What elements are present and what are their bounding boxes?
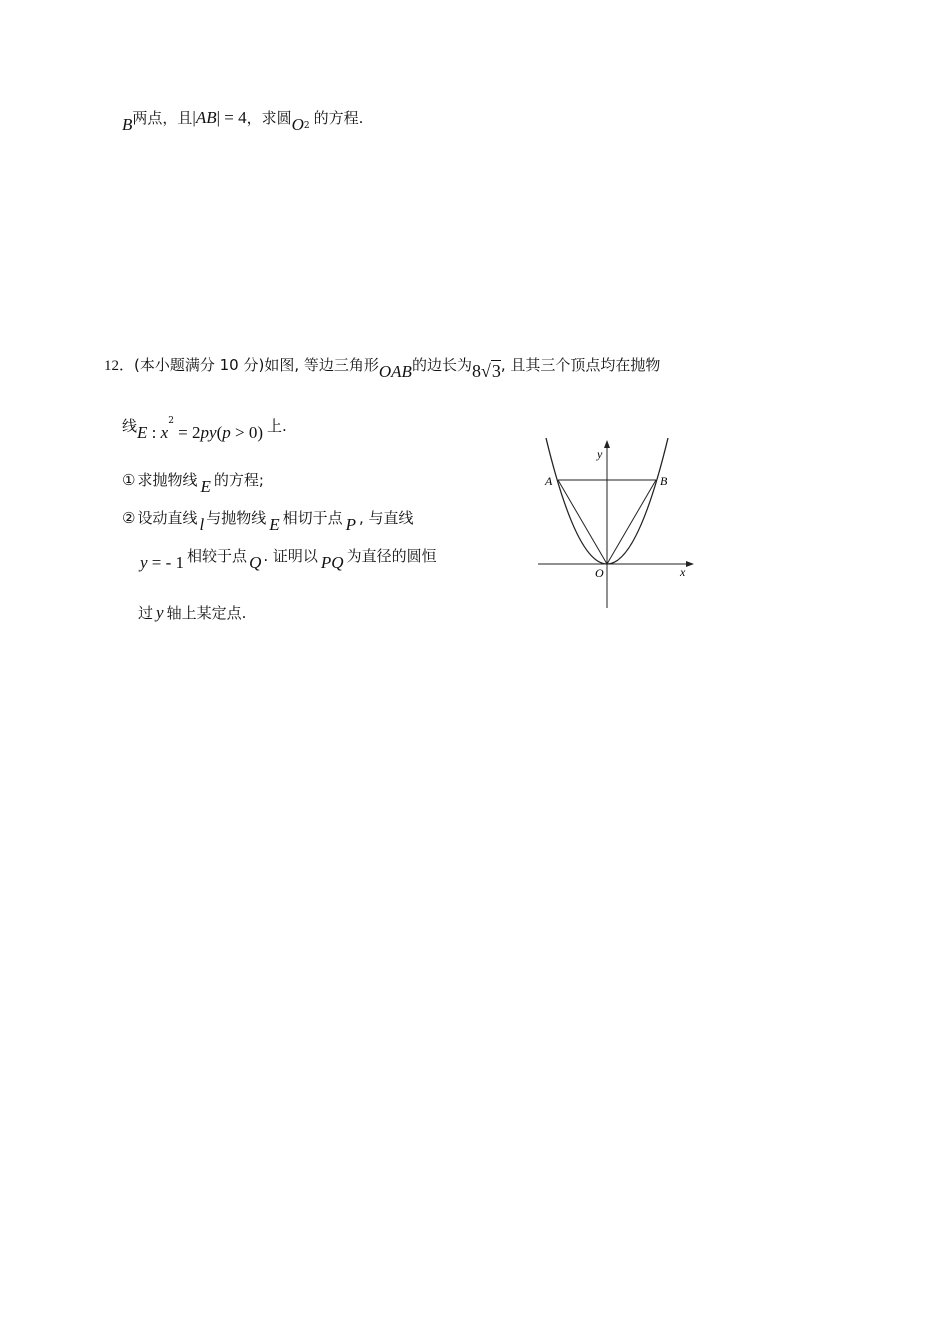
text: 轴上某定点. bbox=[166, 604, 247, 622]
var-p: p bbox=[222, 423, 231, 442]
problem-12-line-2 bbox=[122, 416, 287, 442]
y-axis-arrow bbox=[604, 440, 610, 448]
side-coefficient: 8 bbox=[471, 361, 481, 381]
circled-two-marker: ② bbox=[122, 509, 136, 527]
problem-12-line-1 bbox=[104, 354, 661, 381]
var-py: py bbox=[200, 423, 217, 442]
text: 的方程; bbox=[213, 471, 264, 489]
parabola-figure bbox=[532, 434, 700, 614]
segment-ob-line bbox=[607, 480, 656, 564]
text: 与抛物线 bbox=[206, 509, 267, 527]
circle-subscript: 2 bbox=[303, 121, 310, 131]
circle-name: O bbox=[291, 115, 304, 134]
text: 求抛物线 bbox=[137, 471, 198, 489]
var-e: E bbox=[269, 515, 280, 534]
problem-number: 12． bbox=[104, 358, 135, 374]
var-x: x bbox=[160, 423, 169, 442]
colon: : bbox=[147, 423, 161, 442]
circled-one-marker: ① bbox=[122, 471, 136, 489]
condition: > 0) bbox=[230, 423, 263, 442]
var-y-axis: y bbox=[156, 603, 164, 622]
label-o: O bbox=[595, 566, 604, 580]
sub-question-2-line-1 bbox=[122, 508, 414, 534]
segment-ab: AB bbox=[195, 108, 217, 127]
score-note: (本小题满分 10 分) bbox=[134, 356, 265, 374]
label-x: x bbox=[680, 565, 686, 579]
abs-open: | bbox=[192, 108, 196, 127]
text: . 证明以 bbox=[263, 547, 318, 565]
parabola-name: E bbox=[137, 423, 148, 442]
x-axis-arrow bbox=[686, 561, 694, 567]
var-q: Q bbox=[249, 553, 262, 572]
label-b: B bbox=[660, 474, 668, 488]
exponent: 2 bbox=[168, 416, 174, 426]
text: 的方程. bbox=[313, 109, 364, 127]
text: 相切于点 bbox=[282, 509, 343, 527]
label-y: y bbox=[597, 447, 603, 461]
prev-problem-tail bbox=[122, 108, 364, 134]
text: , 与直线 bbox=[359, 509, 414, 527]
sub-question-1 bbox=[122, 470, 264, 496]
text: 过 bbox=[138, 604, 154, 622]
var-e: E bbox=[200, 477, 211, 496]
sub-question-2-line-3 bbox=[138, 603, 246, 623]
var-y: y bbox=[140, 553, 148, 572]
text: 相较于点 bbox=[187, 547, 248, 565]
abs-close: | bbox=[216, 108, 220, 127]
paren-open: ( bbox=[216, 423, 223, 442]
radical-sign: √ bbox=[480, 361, 491, 381]
text: 的边长为 bbox=[411, 356, 472, 374]
segment-oa-line bbox=[558, 480, 607, 564]
radicand: 3 bbox=[491, 361, 501, 381]
parabola-diagram bbox=[532, 434, 700, 614]
var-b: B bbox=[122, 115, 133, 134]
text: 线 bbox=[122, 417, 138, 435]
segment-pq: PQ bbox=[320, 553, 344, 572]
var-l: l bbox=[199, 515, 205, 534]
triangle-name: OAB bbox=[378, 362, 412, 381]
text: 设动直线 bbox=[137, 509, 198, 527]
sub-question-2-line-2 bbox=[140, 546, 437, 572]
text: 为直径的圆恒 bbox=[346, 547, 437, 565]
label-a: A bbox=[545, 474, 553, 488]
equals-minus-one: = - 1 bbox=[147, 553, 185, 572]
text: 两点，且 bbox=[132, 109, 193, 127]
var-p: P bbox=[345, 515, 357, 534]
equals-two: = 2 bbox=[173, 423, 201, 442]
text: 上. bbox=[266, 417, 287, 435]
text: ，求圆 bbox=[246, 109, 292, 127]
text: 如图, 等边三角形 bbox=[264, 356, 379, 374]
equals-four: = 4 bbox=[220, 108, 247, 127]
text: , 且其三个顶点均在抛物 bbox=[500, 356, 661, 374]
